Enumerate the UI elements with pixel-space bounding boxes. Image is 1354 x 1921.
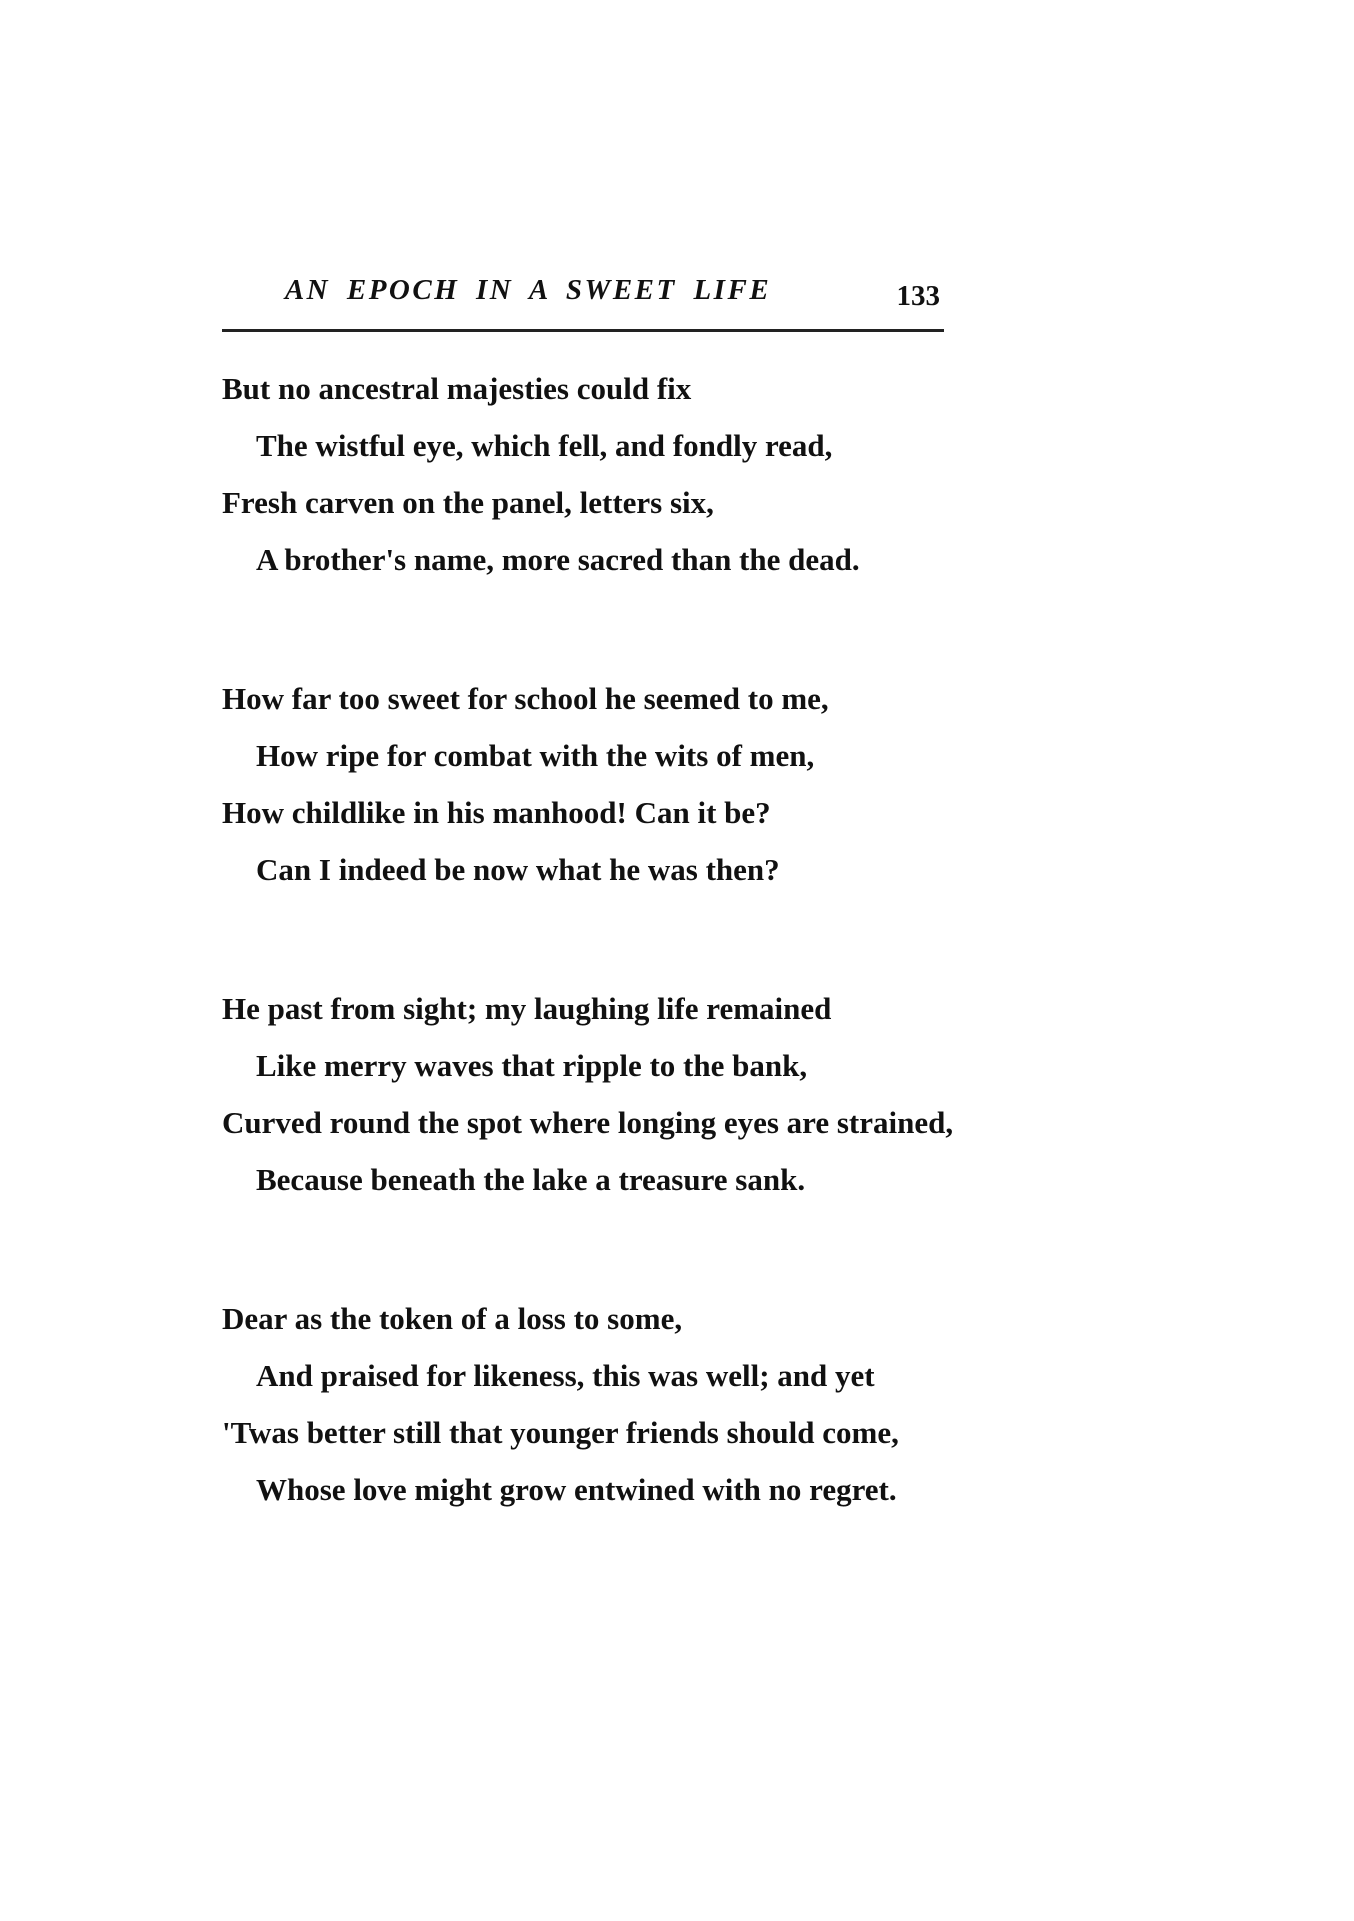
- stanza-3: [222, 980, 982, 1208]
- poem-line: Curved round the spot where longing eyes are strained,: [222, 1105, 954, 1140]
- poem-line: Whose love might grow entwined with no regret.: [256, 1472, 897, 1507]
- poem-line: And praised for likeness, this was well; and yet: [256, 1358, 875, 1393]
- running-head: [222, 270, 950, 314]
- poem-line: Dear as the token of a loss to some,: [222, 1301, 683, 1336]
- header-rule: [222, 329, 944, 332]
- poem-line: The wistful eye, which fell, and fondly read,: [256, 428, 833, 463]
- stanza-2: [222, 670, 982, 898]
- poem-line: Like merry waves that ripple to the bank,: [256, 1048, 808, 1083]
- poem-line: Fresh carven on the panel, letters six,: [222, 485, 714, 520]
- poem-line: 'Twas better still that younger friends should come,: [222, 1415, 899, 1450]
- poem-line: How childlike in his manhood! Can it be?: [222, 795, 771, 830]
- poem-line: He past from sight; my laughing life remained: [222, 991, 832, 1026]
- page-number: 133: [896, 280, 940, 312]
- running-title: AN EPOCH IN A SWEET LIFE: [284, 274, 772, 306]
- poem-line: A brother's name, more sacred than the dead.: [256, 542, 860, 577]
- poem-line: But no ancestral majesties could fix: [222, 371, 692, 406]
- poem-line: Can I indeed be now what he was then?: [256, 852, 780, 887]
- poem-body: [222, 360, 982, 1600]
- poem-line: How far too sweet for school he seemed to me,: [222, 681, 829, 716]
- poem-line: Because beneath the lake a treasure sank.: [256, 1162, 806, 1197]
- stanza-4: [222, 1290, 982, 1518]
- stanza-1: [222, 360, 982, 588]
- poem-line: How ripe for combat with the wits of men,: [256, 738, 815, 773]
